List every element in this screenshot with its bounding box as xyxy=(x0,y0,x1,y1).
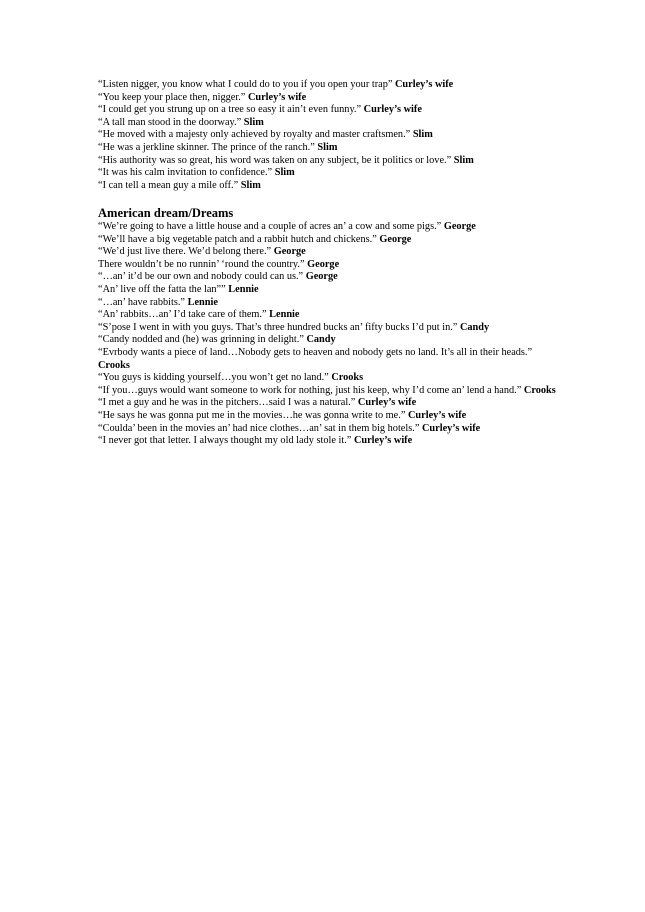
quote-line xyxy=(98,79,558,92)
quote-speaker: Candy xyxy=(306,334,336,346)
quote-text: “You guys is kidding yourself…you won’t get no land.” xyxy=(98,372,329,384)
quote-speaker: Lennie xyxy=(269,309,300,321)
quote-line xyxy=(98,271,558,284)
quote-line xyxy=(98,246,558,259)
quote-line xyxy=(98,155,558,168)
quote-line xyxy=(98,259,558,272)
quote-speaker: Lennie xyxy=(187,296,218,308)
quote-speaker: Lennie xyxy=(228,283,259,295)
quote-text: “I never got that letter. I always thought my old lady stole it.” xyxy=(98,435,352,447)
quote-speaker: Curley’s wife xyxy=(421,422,481,434)
quote-line xyxy=(98,322,558,335)
quote-text: “…an’ have rabbits.” xyxy=(98,296,186,308)
quote-speaker: Crooks xyxy=(98,359,130,371)
quote-text: “He says he was gonna put me in the movies…he was gonna write to me.” xyxy=(98,409,406,421)
quote-line xyxy=(98,142,558,155)
quote-line xyxy=(98,129,558,142)
quote-speaker: Curley’s wife xyxy=(363,104,422,116)
character-quotes-section xyxy=(98,79,558,192)
quote-line xyxy=(98,104,558,117)
quote-text: “You keep your place then, nigger.” xyxy=(98,91,246,103)
quote-speaker: Slim xyxy=(243,116,264,128)
quote-speaker: George xyxy=(273,246,306,258)
quote-text: “I could get you strung up on a tree so easy it ain’t even funny.” xyxy=(98,104,362,116)
quote-text: “We’d just live there. We’d belong there.” xyxy=(98,246,272,258)
quote-speaker: Slim xyxy=(412,129,433,141)
quote-text: “It was his calm invitation to confidence.” xyxy=(98,167,273,179)
quote-speaker: George xyxy=(443,221,476,232)
quote-text: “We’ll have a big vegetable patch and a rabbit hutch and chickens.” xyxy=(98,233,377,245)
quote-line xyxy=(98,297,558,310)
quote-text: “Evrbody wants a piece of land…Nobody gets to heaven and nobody gets no land. It’s all in their heads.” xyxy=(98,346,533,358)
quote-text: There wouldn’t be no runnin’ ‘round the country.” xyxy=(98,258,305,270)
quote-text: “He moved with a majesty only achieved by royalty and master craftsmen.” xyxy=(98,129,411,141)
quote-speaker: Slim xyxy=(453,154,474,166)
quote-line xyxy=(98,180,558,193)
quote-speaker: Crooks xyxy=(331,372,364,384)
quote-speaker: Curley’s wife xyxy=(247,91,307,103)
quote-text: “An’ rabbits…an’ I’d take care of them.” xyxy=(98,309,267,321)
quote-line xyxy=(98,435,558,448)
quote-text: “His authority was so great, his word was taken on any subject, be it politics or love.” xyxy=(98,154,452,166)
section-heading: American dream/Dreams xyxy=(98,206,234,220)
quote-speaker: Curley’s wife xyxy=(395,79,454,90)
american-dream-section xyxy=(98,206,558,448)
quote-speaker: George xyxy=(307,258,340,270)
quote-text: “Listen nigger, you know what I could do to you if you open your trap” xyxy=(98,79,393,90)
quote-text: “A tall man stood in the doorway.” xyxy=(98,116,242,128)
quote-speaker: Curley’s wife xyxy=(353,435,413,447)
quote-text: “I can tell a mean guy a mile off.” xyxy=(98,179,239,191)
quote-speaker: Curley’s wife xyxy=(357,397,417,409)
quote-line xyxy=(98,385,558,398)
quote-text: “If you…guys would want someone to work for nothing, just his keep, why I’d come an’ lend a hand.” xyxy=(98,384,522,396)
quote-speaker: George xyxy=(379,233,412,245)
quote-speaker: Candy xyxy=(459,321,490,333)
quote-line xyxy=(98,423,558,436)
quote-text: “Candy nodded and (he) was grinning in delight.” xyxy=(98,334,304,346)
quote-line xyxy=(98,221,558,234)
quote-text: “We’re going to have a little house and a couple of acres an’ a cow and some pigs.” xyxy=(98,221,442,232)
quote-line xyxy=(98,397,558,410)
quote-line xyxy=(98,347,558,372)
quote-text: “Coulda’ been in the movies an’ had nice clothes…an’ sat in them big hotels.” xyxy=(98,422,420,434)
quote-line xyxy=(98,92,558,105)
quote-line xyxy=(98,284,558,297)
quote-line xyxy=(98,372,558,385)
quote-line xyxy=(98,167,558,180)
quote-text: “He was a jerkline skinner. The prince of the ranch.” xyxy=(98,141,315,153)
quote-speaker: Slim xyxy=(240,179,261,191)
quote-line xyxy=(98,334,558,347)
quote-line xyxy=(98,410,558,423)
quote-line xyxy=(98,309,558,322)
quote-speaker: Slim xyxy=(317,141,338,153)
quote-speaker: George xyxy=(305,271,338,283)
quote-speaker: Slim xyxy=(274,167,295,179)
quote-text: “S’pose I went in with you guys. That’s three hundred bucks an’ fifty bucks I’d put in.” xyxy=(98,321,458,333)
quote-speaker: Crooks xyxy=(523,384,556,396)
quote-text: “An’ live off the fatta the lan”” xyxy=(98,283,226,295)
quote-text: “…an’ it’d be our own and nobody could can us.” xyxy=(98,271,304,283)
quote-line xyxy=(98,117,558,130)
quote-text: “I met a guy and he was in the pitchers…said I was a natural.” xyxy=(98,397,356,409)
quote-speaker: Curley’s wife xyxy=(407,409,467,421)
quote-line xyxy=(98,234,558,247)
